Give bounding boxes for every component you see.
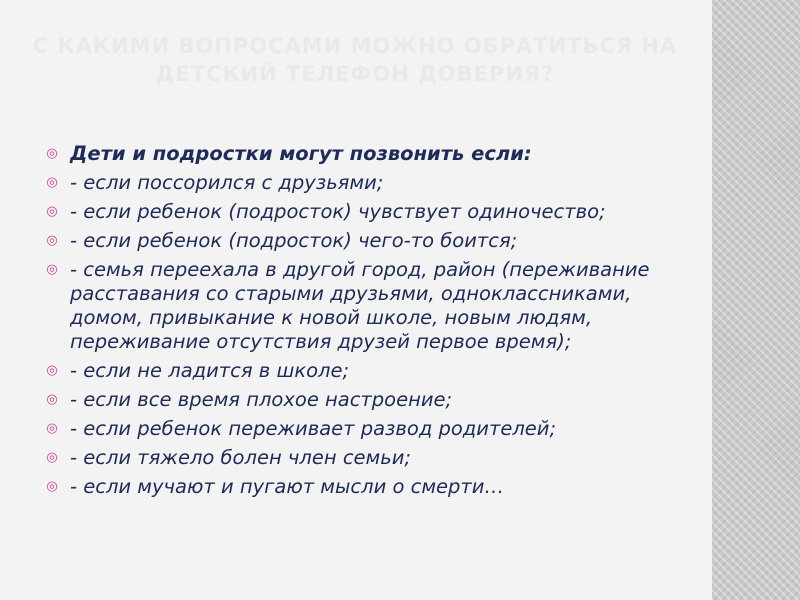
bullet-icon: ◎ — [46, 450, 58, 465]
list-item-text: - если ребенок переживает развод родителей; — [70, 417, 557, 440]
bullet-icon: ◎ — [46, 479, 58, 494]
decorative-side-panel — [712, 0, 800, 600]
bullet-list — [44, 142, 684, 504]
list-item-text: - семья переехала в другой город, район (переживание расставания со старыми друзьями, одноклассниками, домом, привыкание к новой школе, новым людям, переживание отсутствия друзей первое время); — [70, 258, 650, 353]
list-item-text: - если мучают и пугают мысли о смерти… — [70, 475, 504, 498]
list-item — [44, 417, 684, 441]
bullet-icon: ◎ — [46, 204, 58, 219]
list-item — [44, 258, 684, 354]
list-item — [44, 171, 684, 195]
list-item-text: - если все время плохое настроение; — [70, 388, 453, 411]
list-item — [44, 200, 684, 224]
bullet-icon: ◎ — [46, 146, 58, 161]
bullet-icon: ◎ — [46, 233, 58, 248]
list-item-text: Дети и подростки могут позвонить если: — [70, 142, 532, 165]
bullet-icon: ◎ — [46, 392, 58, 407]
list-item-text: - если ребенок (подросток) чувствует одиночество; — [70, 200, 606, 223]
list-item — [44, 388, 684, 412]
list-item — [44, 359, 684, 383]
list-item-text: - если поссорился с друзьями; — [70, 171, 384, 194]
list-item — [44, 229, 684, 253]
slide-title: С КАКИМИ ВОПРОСАМИ МОЖНО ОБРАТИТЬСЯ НА ДЕТСКИЙ ТЕЛЕФОН ДОВЕРИЯ? — [32, 34, 678, 86]
list-item-text: - если не ладится в школе; — [70, 359, 350, 382]
list-item-text: - если тяжело болен член семьи; — [70, 446, 411, 469]
list-item-text: - если ребенок (подросток) чего-то боится; — [70, 229, 518, 252]
bullet-icon: ◎ — [46, 363, 58, 378]
list-item — [44, 446, 684, 470]
list-item — [44, 475, 684, 499]
list-item — [44, 142, 684, 166]
bullet-icon: ◎ — [46, 175, 58, 190]
bullet-icon: ◎ — [46, 262, 58, 277]
bullet-icon: ◎ — [46, 421, 58, 436]
